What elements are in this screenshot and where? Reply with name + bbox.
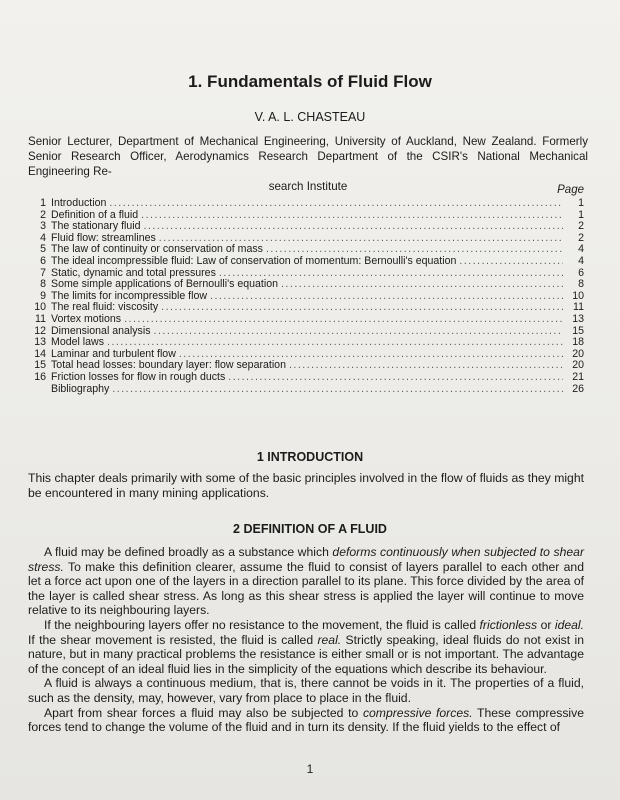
affiliation-text-end: search Institute bbox=[268, 180, 348, 193]
toc-leader-dots bbox=[281, 279, 563, 291]
toc-entry-title: The ideal incompressible fluid: Law of conservation of momentum: Bernoulli's equation bbox=[51, 254, 457, 267]
chapter-title: 1. Fundamentals of Fluid Flow bbox=[188, 72, 432, 91]
toc-entry-title: Laminar and turbulent flow bbox=[51, 347, 176, 360]
toc-entry-title: Dimensional analysis bbox=[51, 324, 151, 337]
toc-entry-page: 13 bbox=[572, 312, 584, 325]
toc-entry-page: 20 bbox=[572, 347, 584, 360]
toc-entry-title: The law of continuity or conservation of mass bbox=[51, 243, 263, 256]
paragraph: If the neighbouring layers offer no resistance to the movement, the fluid is called frictionless or ideal. If the shear movement is resisted, the fluid is called real. Strictly speaking, ideal fluids do not exist in nature, but in many practical problems the resistance is either small or is not important. The advantage of the concept of an ideal fluid lies in the simplicity of the equations which describe its behaviour. bbox=[28, 617, 584, 676]
toc-leader-dots bbox=[112, 384, 563, 396]
paragraph: This chapter deals primarily with some of the basic principles involved in the flow of fluids as they might be encountered in many mining applications. bbox=[28, 471, 584, 500]
toc-entry-number: 5 bbox=[40, 243, 46, 256]
toc-page-label: Page bbox=[557, 184, 584, 196]
toc-entry bbox=[28, 256, 584, 268]
toc-entry-title: Fluid flow: streamlines bbox=[51, 231, 156, 244]
toc-entry bbox=[28, 372, 584, 384]
section-definition-body bbox=[28, 545, 584, 735]
toc-leader-dots bbox=[289, 360, 563, 372]
toc-leader-dots bbox=[154, 326, 563, 338]
paragraph: Apart from shear forces a fluid may also be subjected to compressive forces. These compressive forces tend to change the volume of the fluid and in turn its density. If the fluid yields to the effect of bbox=[28, 705, 584, 735]
section-heading-definition: 2 DEFINITION OF A FLUID bbox=[233, 522, 387, 536]
toc-entry-page: 2 bbox=[578, 231, 584, 244]
toc-entry-number: 15 bbox=[34, 359, 46, 372]
toc-entry bbox=[28, 384, 584, 396]
toc-entry-number: 11 bbox=[35, 312, 46, 325]
toc-entry-page: 20 bbox=[572, 359, 584, 372]
toc-entry-number: 12 bbox=[34, 324, 46, 337]
toc-entry-number: 8 bbox=[40, 278, 46, 291]
toc-entry-title: Definition of a fluid bbox=[51, 208, 139, 221]
toc-entry-title: Bibliography bbox=[51, 382, 110, 395]
toc-entry-page: 10 bbox=[572, 289, 584, 302]
author-affiliation bbox=[28, 134, 588, 194]
toc-entry-page: 1 bbox=[578, 208, 584, 221]
toc-entry-number: 10 bbox=[34, 301, 46, 314]
toc-entry-title: Friction losses for flow in rough ducts bbox=[51, 370, 226, 383]
toc-entry bbox=[28, 314, 584, 326]
toc-entry-number: 14 bbox=[34, 347, 46, 360]
toc-entry-page: 1 bbox=[578, 197, 584, 209]
paragraph: A fluid may be defined broadly as a substance which deforms continuously when subjected to shear stress. To make this definition clearer, assume the fluid to consist of layers parallel to each other and let a force act upon one of the layers in a direction parallel to its plane. This force divided by the area of the layer is called shear stress. As long as this shear stress is applied the layer will continue to move relative to its neighbouring layers. bbox=[28, 545, 585, 618]
toc-entry-title: The real fluid: viscosity bbox=[51, 301, 159, 314]
bleed-through-decoration bbox=[222, 40, 227, 55]
toc-entry-number: 7 bbox=[40, 266, 46, 279]
toc-entry-page: 11 bbox=[573, 301, 584, 314]
toc-entry-page: 4 bbox=[578, 254, 584, 267]
toc-entry-title: Some simple applications of Bernoulli's equation bbox=[51, 278, 278, 291]
author-name: V. A. L. CHASTEAU bbox=[254, 110, 366, 124]
toc-entry-title: Total head losses: boundary layer: flow separation bbox=[51, 359, 286, 372]
toc-leader-dots bbox=[228, 372, 563, 384]
toc-entry-title: Vortex motions bbox=[51, 312, 122, 325]
section-introduction-body bbox=[28, 471, 584, 500]
toc-entry-page: 15 bbox=[572, 324, 584, 337]
toc-entry-number: 4 bbox=[40, 231, 46, 244]
toc-leader-dots bbox=[459, 256, 563, 268]
affiliation-text: Senior Lecturer, Department of Mechanical Engineering, University of Auckland, New Zealand. Formerly Senior Research Officer, Aerodynamics Research Department of the CSIR's National Mechanical Engineering Re- bbox=[28, 135, 588, 178]
toc-entry-number: 2 bbox=[40, 208, 46, 221]
toc-entry-number: 16 bbox=[34, 370, 46, 383]
toc-entry-title: Static, dynamic and total pressures bbox=[51, 266, 216, 279]
toc-leader-dots bbox=[144, 221, 563, 233]
toc-leader-dots bbox=[161, 302, 563, 314]
toc-leader-dots bbox=[107, 337, 563, 349]
toc-entry-title: The limits for incompressible flow bbox=[51, 289, 208, 302]
toc-entry-page: 26 bbox=[572, 382, 584, 395]
toc-entry-title: The stationary fluid bbox=[51, 220, 141, 233]
toc-entry-title: Introduction bbox=[51, 197, 107, 209]
toc-entry-title: Model laws bbox=[51, 336, 104, 349]
page-number: 1 bbox=[306, 762, 314, 776]
toc-entry-page: 2 bbox=[578, 220, 584, 233]
toc-entry-page: 8 bbox=[578, 278, 584, 291]
toc-entry-page: 18 bbox=[572, 336, 584, 349]
toc-entry bbox=[28, 198, 584, 210]
toc-entry bbox=[28, 279, 584, 291]
toc-leader-dots bbox=[124, 314, 563, 326]
toc-entry-number: 3 bbox=[40, 220, 46, 233]
toc-entry-number: 9 bbox=[40, 289, 46, 302]
section-heading-introduction: 1 INTRODUCTION bbox=[256, 450, 364, 464]
toc-leader-dots bbox=[210, 291, 563, 303]
paragraph: A fluid is always a continuous medium, that is, there cannot be voids in it. The properties of a fluid, such as the density, may, however, vary from place to place in the fluid. bbox=[28, 676, 584, 705]
toc-entry-number: 1 bbox=[40, 197, 46, 209]
toc-entry-page: 21 bbox=[572, 370, 584, 383]
toc-entry bbox=[28, 337, 584, 349]
toc-entry-page: 4 bbox=[578, 243, 584, 256]
toc-entry bbox=[28, 326, 584, 338]
toc-entry-page: 6 bbox=[578, 266, 584, 279]
toc-leader-dots bbox=[109, 198, 563, 210]
toc-leader-dots bbox=[141, 210, 563, 222]
toc-entry-number: 13 bbox=[34, 336, 46, 349]
table-of-contents bbox=[28, 198, 584, 395]
toc-entry-number: 6 bbox=[40, 254, 46, 267]
